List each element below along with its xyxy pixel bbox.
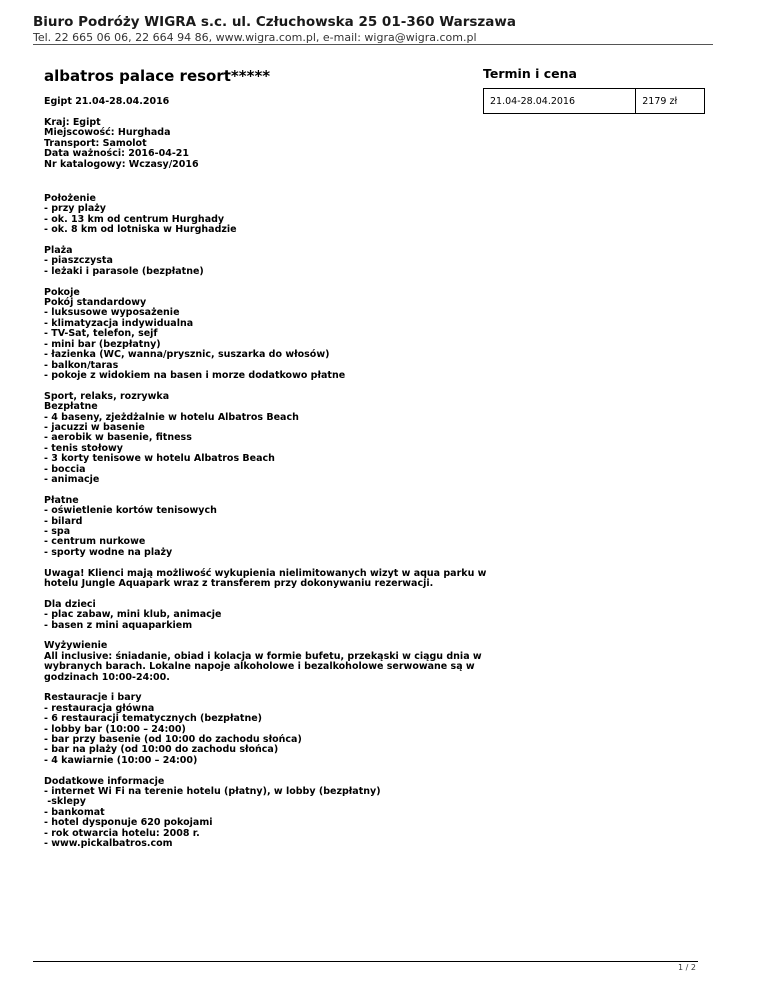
section-line: - oświetlenie kortów tenisowych [44, 505, 217, 517]
section-line: Bezpłatne [44, 401, 98, 413]
section-line: hotelu Jungle Aquapark wraz z transferem przy dokonywaniu rezerwacji. [44, 577, 434, 589]
section-line: - ok. 8 km od lotniska w Hurghadzie [44, 224, 237, 236]
description-section [44, 246, 474, 277]
description-section [44, 288, 474, 382]
section-line: - 4 kawiarnie (10:00 – 24:00) [44, 754, 198, 766]
section-heading: Uwaga! Klienci mają możliwość wykupienia nielimitowanych wizyt w aqua parku w [44, 567, 487, 579]
pricing-table [483, 88, 705, 114]
description-section [44, 777, 474, 850]
section-line: - klimatyzacja indywidualna [44, 317, 194, 329]
section-heading: Restauracje i bary [44, 692, 142, 704]
meta-valid-date: Data ważności: 2016-04-21 [44, 148, 189, 160]
section-heading: Plaża [44, 245, 73, 257]
section-line: - 3 korty tenisowe w hotelu Albatros Beach [44, 453, 275, 465]
description-section [44, 640, 482, 683]
agency-contact: Tel. 22 665 06 06, 22 664 94 86, www.wigra.com.pl, e-mail: wigra@wigra.com.pl [33, 31, 477, 44]
description-section [44, 567, 487, 590]
section-line: - bar przy basenie (od 10:00 do zachodu słońca) [44, 734, 302, 746]
description-section [44, 600, 474, 631]
section-line: - sporty wodne na plaży [44, 546, 173, 558]
offer-sections [44, 193, 487, 850]
section-line: - łazienka (WC, wanna/prysznic, suszarka do włosów) [44, 349, 330, 361]
section-line: - tenis stołowy [44, 442, 123, 454]
section-line: - lobby bar (10:00 – 24:00) [44, 723, 186, 735]
section-line: - plac zabaw, mini klub, animacje [44, 609, 222, 621]
section-line: - aerobik w basenie, fitness [44, 432, 192, 444]
offer-meta [44, 118, 474, 170]
meta-transport: Transport: Samolot [44, 137, 147, 149]
section-line: - ok. 13 km od centrum Hurghady [44, 213, 225, 225]
section-heading: Dla dzieci [44, 598, 96, 610]
section-line: All inclusive: śniadanie, obiad i kolacja w formie bufetu, przekąski w ciągu dnia w [44, 650, 482, 662]
section-heading: Płatne [44, 494, 79, 506]
section-line: - boccia [44, 463, 86, 475]
section-line: Pokój standardowy [44, 297, 147, 309]
meta-country: Kraj: Egipt [44, 117, 101, 128]
pricing-price: 2179 zł [636, 89, 705, 114]
section-line: - www.pickalbatros.com [44, 838, 173, 850]
section-line: - rok otwarcia hotelu: 2008 r. [44, 827, 200, 839]
section-line: - pokoje z widokiem na basen i morze dodatkowo płatne [44, 369, 346, 381]
section-line: - przy plaży [44, 203, 106, 215]
description-section [44, 496, 474, 558]
section-line: - restauracja główna [44, 702, 155, 714]
page-header [33, 14, 713, 45]
section-heading: Sport, relaks, rozrywka [44, 390, 170, 402]
section-line: - mini bar (bezpłatny) [44, 338, 161, 350]
section-line: - centrum nurkowe [44, 536, 146, 548]
description-section [44, 194, 474, 236]
section-line: godzinach 10:00-24:00. [44, 671, 170, 683]
section-line: - hotel dysponuje 620 pokojami [44, 817, 213, 829]
section-line: - bar na plaży (od 10:00 do zachodu słońca) [44, 744, 279, 756]
section-line: -sklepy [44, 796, 86, 808]
section-line: - leżaki i parasole (bezpłatne) [44, 265, 204, 277]
pricing-panel [483, 66, 705, 114]
section-line: - basen z mini aquaparkiem [44, 619, 193, 631]
section-line: - bilard [44, 515, 83, 527]
meta-catalog-number: Nr katalogowy: Wczasy/2016 [44, 158, 199, 170]
offer-description [44, 66, 487, 860]
pricing-title: Termin i cena [483, 66, 577, 81]
section-line: - balkon/taras [44, 359, 119, 371]
agency-name: Biuro Podróży WIGRA s.c. ul. Człuchowska 25 01-360 Warszawa [33, 14, 516, 30]
section-heading: Położenie [44, 193, 96, 205]
description-section [44, 693, 474, 766]
section-line: - luksusowe wyposażenie [44, 307, 180, 319]
section-heading: Wyżywienie [44, 640, 108, 652]
section-line: wybranych barach. Lokalne napoje alkoholowe i bezalkoholowe serwowane są w [44, 661, 475, 673]
header-divider [33, 44, 713, 45]
trip-summary: Egipt 21.04-28.04.2016 [44, 96, 170, 107]
section-line: - spa [44, 525, 71, 537]
section-heading: Dodatkowe informacje [44, 775, 165, 787]
section-line: - animacje [44, 473, 100, 485]
section-line: - internet Wi Fi na terenie hotelu (płatny), w lobby (bezpłatny) [44, 786, 381, 798]
section-line: - jacuzzi w basenie [44, 421, 145, 433]
pricing-row [484, 89, 705, 114]
meta-city: Miejscowość: Hurghada [44, 127, 171, 139]
section-line: - TV-Sat, telefon, sejf [44, 328, 158, 340]
description-section [44, 392, 474, 486]
section-line: - 6 restauracji tematycznych (bezpłatne) [44, 713, 262, 725]
offer-title: albatros palace resort***** [44, 67, 271, 85]
footer-divider [33, 961, 698, 962]
section-line: - 4 baseny, zjeżdżalnie w hotelu Albatros Beach [44, 411, 299, 423]
section-line: - bankomat [44, 806, 105, 818]
page-number: 1 / 2 [678, 963, 696, 972]
section-heading: Pokoje [44, 286, 80, 298]
pricing-date: 21.04-28.04.2016 [484, 89, 636, 114]
section-line: - piaszczysta [44, 255, 113, 267]
